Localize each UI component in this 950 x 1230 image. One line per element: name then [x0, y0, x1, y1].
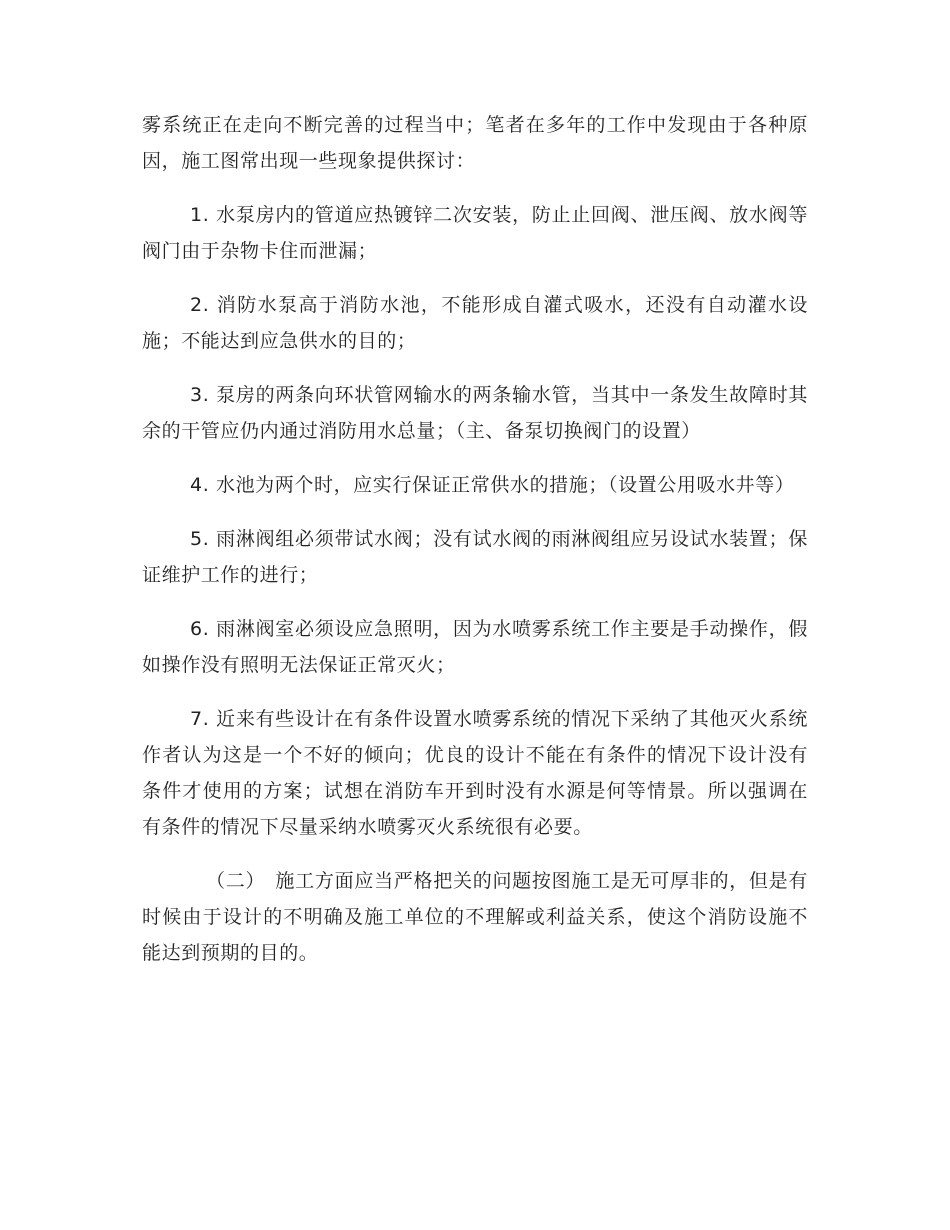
- document-body: [142, 107, 808, 971]
- list-item-4: 4. 水池为两个时，应实行保证正常供水的措施；（设置公用吸水井等）: [190, 474, 795, 496]
- list-item-1: 1. 水泵房内的管道应热镀锌二次安装，防止止回阀、泄压阀、放水阀等阀门由于杂物卡住而泄漏；: [142, 204, 808, 262]
- list-item-3: 3. 泵房的两条向环状管网输水的两条输水管，当其中一条发生故障时其余的干管应仍内通过消防用水总量；（主、备泵切换阀门的设置）: [142, 384, 808, 442]
- list-item-5: 5. 雨淋阀组必须带试水阀；没有试水阀的雨淋阀组应另设试水装置；保证维护工作的进行；: [142, 528, 808, 586]
- list-item-6: 6. 雨淋阀室必须设应急照明，因为水喷雾系统工作主要是手动操作，假如操作没有照明无法保证正常灭火；: [142, 618, 808, 676]
- list-item-7: 7. 近来有些设计在有条件设置水喷雾系统的情况下采纳了其他灭火系统作者认为这是一个不好的倾向；优良的设计不能在有条件的情况下设计没有条件才使用的方案；试想在消防车开到时没有水源是何等情景。所以强调在有条件的情况下尽量采纳水喷雾灭火系统很有必要。: [142, 708, 808, 838]
- list-item-2: 2. 消防水泵高于消防水池，不能形成自灌式吸水，还没有自动灌水设施；不能达到应急供水的目的；: [142, 294, 808, 352]
- paragraph-intro: 雾系统正在走向不断完善的过程当中；笔者在多年的工作中发现由于各种原因，施工图常出现一些现象提供探讨：: [142, 114, 808, 172]
- section-heading-paragraph: （二） 施工方面应当严格把关的问题按图施工是无可厚非的，但是有时候由于设计的不明确及施工单位的不理解或利益关系，使这个消防设施不能达到预期的目的。: [142, 870, 808, 964]
